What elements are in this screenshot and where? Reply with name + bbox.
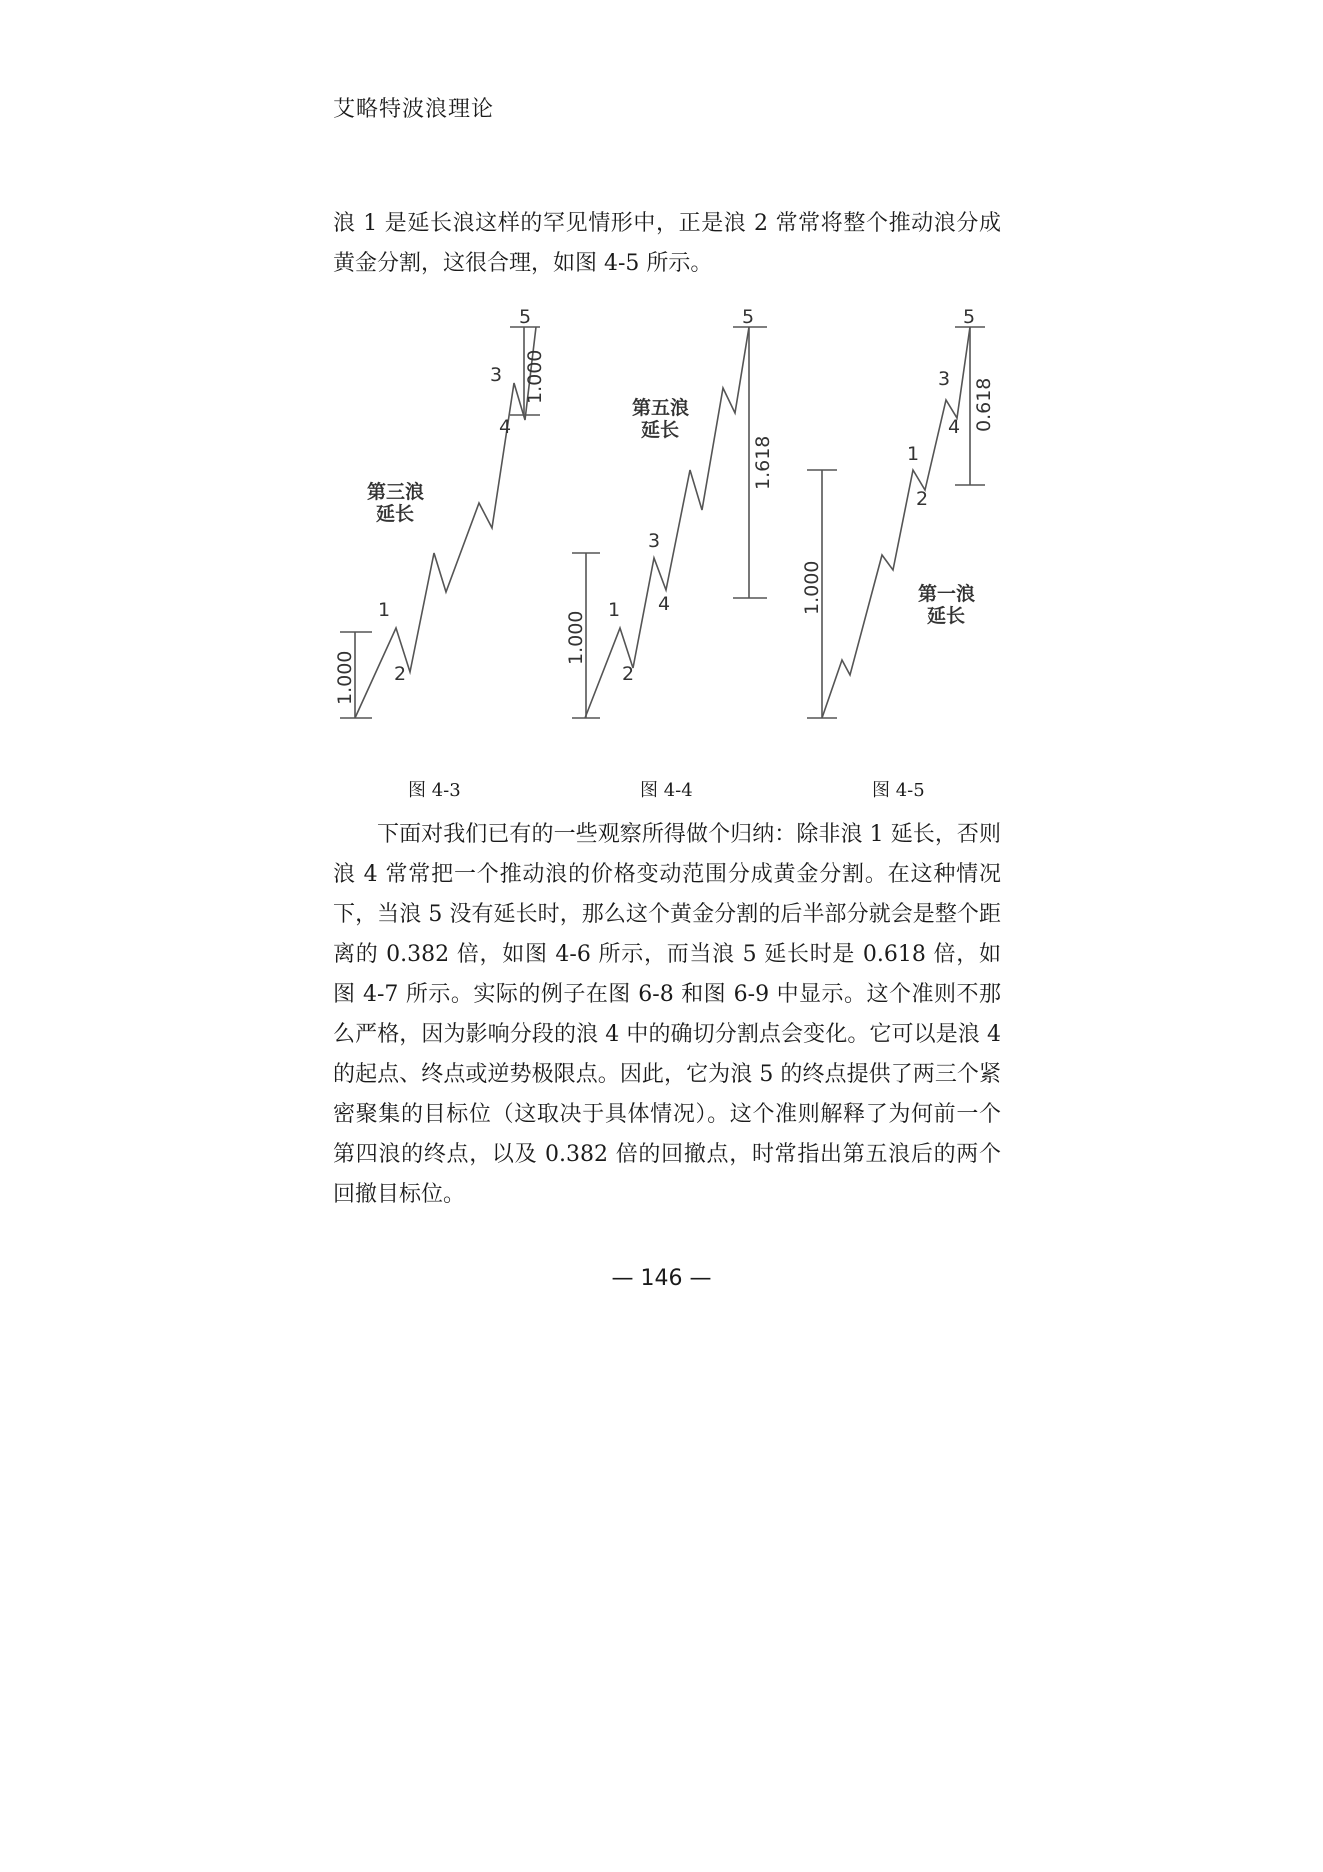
fig44-wave-label-4: 4 [658,593,671,615]
fig45-extension-label-line1: 第一浪 [918,583,976,605]
fig43-wave-label-2: 2 [394,663,407,685]
fig43-wave-label-1: 1 [378,599,391,621]
fig44-wave-label-1: 1 [608,599,621,621]
fig44-ratio-label-upper: 1.618 [752,435,774,490]
fig43-extension-label-line1: 第三浪 [367,481,425,503]
fig45-wave-label-2: 2 [916,488,929,510]
fig44-wave-label-2: 2 [622,663,635,685]
fig45-wave-label-5: 5 [963,306,976,328]
wave-diagrams [0,0,1323,760]
fig45-wave-label-1: 1 [907,443,920,465]
fig44-extension-label-line2: 延长 [641,419,680,441]
figure-4-4-caption: 图 4-4 [640,780,693,801]
fig43-wave-label-3: 3 [490,364,503,386]
fig45-ratio-label-lower: 1.000 [801,560,823,615]
figure-4-5-caption: 图 4-5 [872,780,925,801]
fig44-wave-label-5: 5 [742,306,755,328]
figure-4-3-caption: 图 4-3 [408,780,461,801]
figure-4-4-diagram [572,327,767,718]
running-header: 艾略特波浪理论 [333,97,495,122]
fig45-wave-label-4: 4 [948,416,961,438]
fig43-wave-label-4: 4 [499,416,512,438]
figure-4-5-diagram [807,327,985,718]
fig44-wave-path [585,327,749,718]
figure-4-3-diagram [340,327,540,718]
fig45-ratio-label-upper: 0.618 [973,377,995,432]
page-number: — 146 — [611,1266,712,1291]
fig43-extension-label-line2: 延长 [376,503,415,525]
paragraph-1: 浪 1 是延长浪这样的罕见情形中，正是浪 2 常常将整个推动浪分成黄金分割，这很合理，如图 4-5 所示。 [333,211,1001,276]
fig45-wave-label-3: 3 [938,368,951,390]
fig45-extension-label-line2: 延长 [927,605,966,627]
fig44-wave-label-3: 3 [648,530,661,552]
fig43-ratio-label-upper: 1.000 [524,349,546,404]
fig44-extension-label-line1: 第五浪 [632,397,690,419]
fig43-wave-label-5: 5 [519,306,532,328]
fig44-ratio-label-lower: 1.000 [565,610,587,665]
paragraph-2: 下面对我们已有的一些观察所得做个归纳：除非浪 1 延长，否则浪 4 常常把一个推动浪的价格变动范围分成黄金分割。在这种情况下，当浪 5 没有延长时，那么这个黄金分割的后半部分就会是整个距离的 0.382 倍，如图 4-6 所示，而当浪 5 延长时是 0.618 倍，如图 4-7 所示。实际的例子在图 6-8 和图 6-9 中显示。这个准则不那么严格，因为影响分段的浪 4 中的确切分割点会变化。它可以是浪 4 的起点、终点或逆势极限点。因此，它为浪 5 的终点提供了两三个紧密聚集的目标位（这取决于具体情况）。这个准则解释了为何前一个第四浪的终点，以及 0.382 倍的回撤点，时常指出第五浪后的两个回撤目标位。 [333,822,1001,1207]
fig43-ratio-label-lower: 1.000 [334,650,356,705]
